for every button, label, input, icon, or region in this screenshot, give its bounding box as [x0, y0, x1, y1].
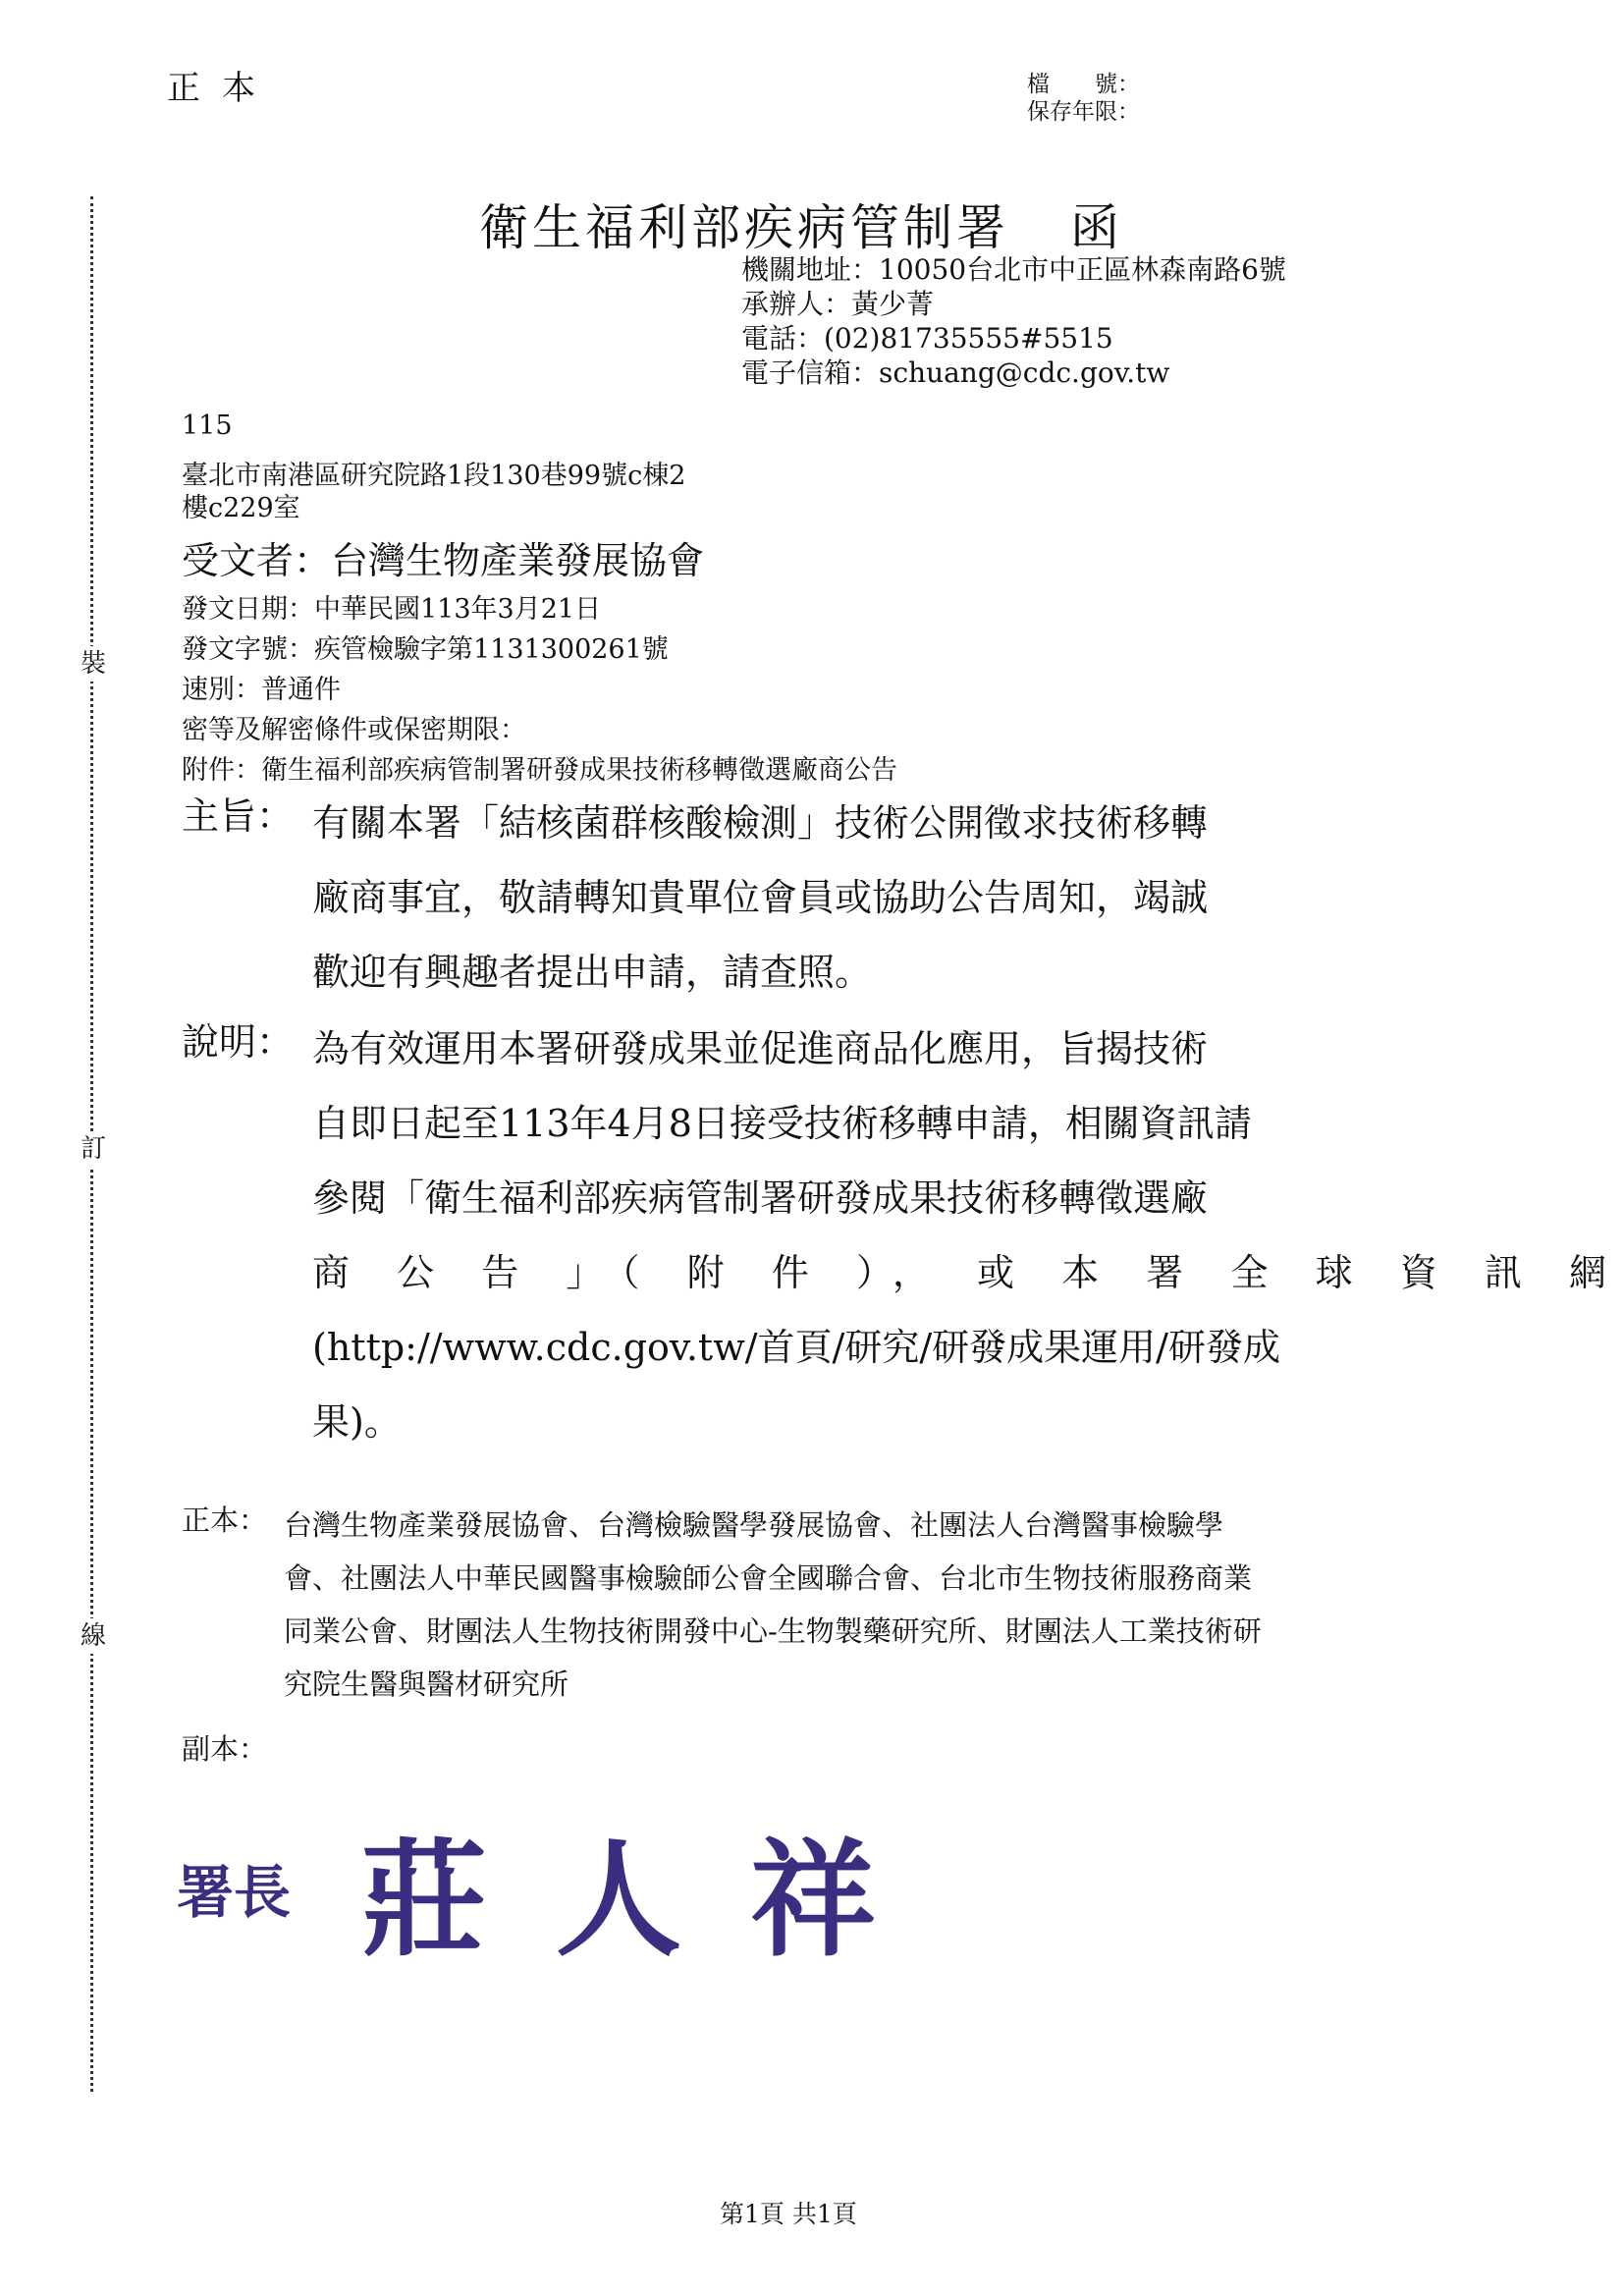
agency-name: 衛生福利部疾病管制署	[479, 199, 1009, 256]
speed: 速別：普通件	[182, 675, 341, 705]
security-level: 密等及解密條件或保密期限：	[182, 715, 526, 745]
recipient-address-line2: 樓c229室	[182, 493, 300, 523]
retention-label: 保存年限：	[1027, 99, 1140, 125]
cc-label: 副本：	[182, 1732, 268, 1766]
distribution-line: 同業公會、財團法人生物技術開發中心-生物製藥研究所、財團法人工業技術研	[284, 1614, 1262, 1648]
signature-name: 莊人祥	[361, 1827, 946, 1974]
distribution-line: 台灣生物產業發展協會、台灣檢驗醫學發展協會、社團法人台灣醫事檢驗學	[284, 1508, 1224, 1542]
signature-title: 署長	[177, 1859, 292, 1926]
doc-number: 發文字號：疾管檢驗字第1131300261號	[182, 634, 669, 665]
issue-date: 發文日期：中華民國113年3月21日	[182, 594, 602, 625]
meta-block	[182, 589, 897, 791]
recipient-address	[182, 460, 685, 524]
distribution-body	[284, 1499, 1262, 1711]
description-line: (http://www.cdc.gov.tw/首頁/研究/研發成果運用/研發成	[312, 1326, 1280, 1369]
binding-mark-bottom: 線	[79, 1618, 108, 1654]
description-body	[312, 1011, 1606, 1459]
file-number-label: 檔 號：	[1027, 72, 1140, 97]
phone: 電話：(02)81735555#5515	[741, 322, 1113, 355]
recipient-address-line1: 臺北市南港區研究院路1段130巷99號c棟2	[182, 461, 686, 491]
contact-block	[741, 252, 1286, 390]
subject-label: 主旨：	[182, 794, 295, 838]
email: 電子信箱：schuang@cdc.gov.tw	[741, 356, 1170, 389]
page-number: 第1頁 共1頁	[720, 2200, 857, 2228]
doc-type: 函	[1070, 199, 1119, 256]
distribution-line: 會、社團法人中華民國醫事檢驗師公會全國聯合會、台北市生物技術服務商業	[284, 1561, 1253, 1595]
subject-line: 廠商事宜，敬請轉知貴單位會員或協助公告周知，竭誠	[312, 876, 1209, 919]
description-line: 果)。	[312, 1400, 402, 1444]
description-line: 參閱「衛生福利部疾病管制署研發成果技術移轉徵選廠	[312, 1176, 1209, 1220]
agency-address: 機關地址：10050台北市中正區林森南路6號	[741, 253, 1286, 286]
copy-type: 正本	[167, 69, 277, 108]
binding-mark-top: 裝	[79, 646, 108, 682]
distribution-line: 究院生醫與醫材研究所	[284, 1667, 569, 1701]
subject-body	[312, 786, 1606, 1010]
description-label: 說明：	[182, 1020, 295, 1064]
binding-mark-middle: 訂	[79, 1131, 108, 1167]
description-line: 自即日起至113年4月8日接受技術移轉申請，相關資訊請	[312, 1102, 1252, 1145]
officer: 承辦人：黃少菁	[741, 288, 935, 320]
file-meta	[1027, 71, 1140, 126]
description-line: 為有效運用本署研發成果並促進商品化應用，旨揭技術	[312, 1027, 1209, 1070]
recipient: 受文者：台灣生物產業發展協會	[182, 539, 705, 582]
subject-line: 歡迎有興趣者提出申請，請查照。	[312, 951, 873, 994]
zip-code: 115	[182, 410, 233, 441]
subject-line: 有關本署「結核菌群核酸檢測」技術公開徵求技術移轉	[312, 801, 1209, 845]
document-title	[479, 189, 1119, 259]
distribution-label: 正本：	[182, 1503, 268, 1537]
description-line: 商 公 告 」（ 附 件 ）， 或 本 署 全 球 資 訊 網	[312, 1251, 1606, 1294]
attachment: 附件：衛生福利部疾病管制署研發成果技術移轉徵選廠商公告	[182, 755, 897, 786]
